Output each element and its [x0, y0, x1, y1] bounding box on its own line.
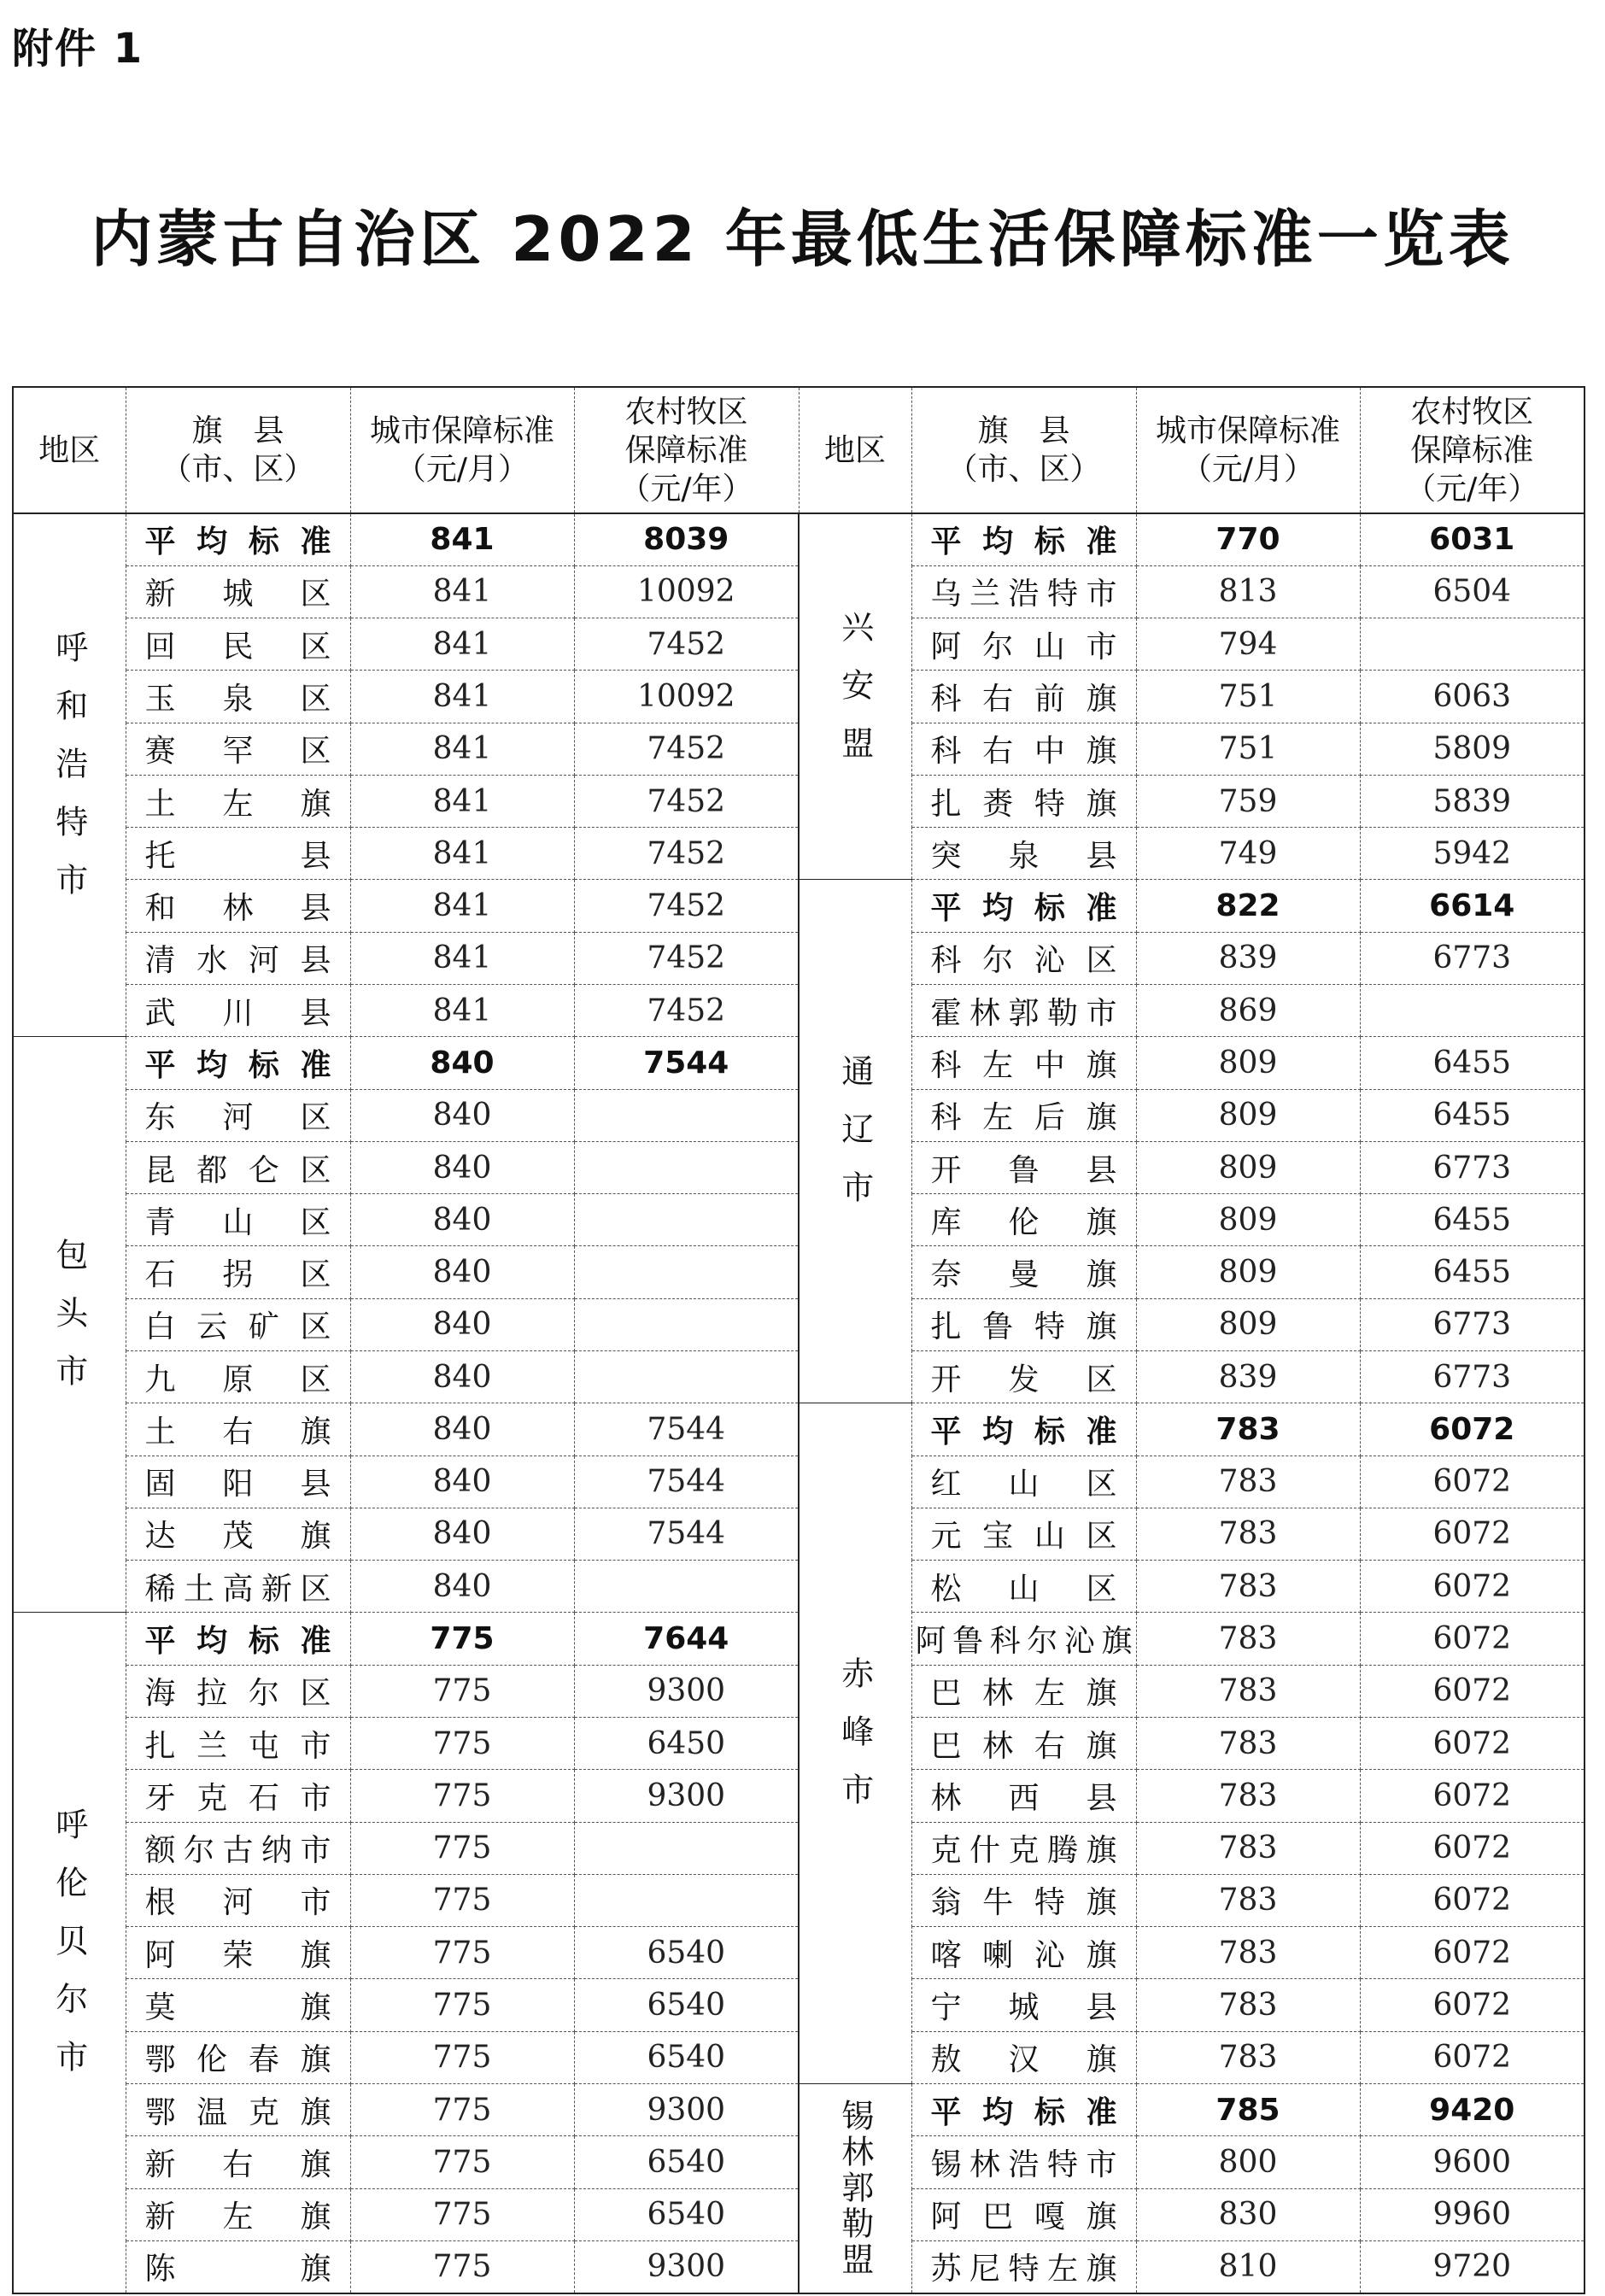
rural-standard	[574, 1561, 799, 1613]
header-county-line2: （市、区）	[946, 452, 1101, 487]
header-urban-line1: 城市保障标准	[1155, 413, 1340, 448]
urban-standard: 775	[350, 1717, 574, 1769]
rural-standard: 7544	[574, 1456, 799, 1508]
county-name: 新右旗	[126, 2136, 350, 2188]
county-name: 扎鲁特旗	[911, 1298, 1136, 1350]
urban-standard: 840	[350, 1037, 574, 1089]
table-body	[13, 387, 1584, 2293]
county-name: 莫旗	[126, 1979, 350, 2031]
header-urban-line2: （元/月）	[1180, 452, 1315, 487]
rural-standard: 6072	[1360, 1508, 1584, 1560]
header-rural-left	[574, 387, 799, 513]
header-region-right: 地区	[799, 387, 911, 513]
county-name: 科尔沁区	[911, 932, 1136, 984]
county-name: 乌兰浩特市	[911, 565, 1136, 618]
header-county-line2: （市、区）	[161, 452, 315, 487]
attachment-label: 附件 1	[12, 25, 144, 73]
rural-standard: 6072	[1360, 1874, 1584, 1926]
header-rural-right	[1360, 387, 1584, 513]
rural-standard: 6072	[1360, 1822, 1584, 1874]
urban-standard: 840	[350, 1403, 574, 1456]
rural-standard: 8039	[574, 513, 799, 565]
header-rural-line3: （元/年）	[1405, 471, 1539, 507]
urban-standard: 751	[1136, 671, 1360, 723]
table-row	[13, 2083, 1584, 2135]
rural-standard: 6072	[1360, 1403, 1584, 1456]
county-name: 达茂旗	[126, 1508, 350, 1560]
rural-standard: 6450	[574, 1717, 799, 1769]
region-cell: 通辽市	[799, 880, 911, 1403]
rural-standard	[574, 1822, 799, 1874]
urban-standard: 810	[1136, 2240, 1360, 2293]
urban-standard: 840	[350, 1141, 574, 1193]
urban-standard: 751	[1136, 723, 1360, 775]
urban-standard: 775	[350, 2136, 574, 2188]
urban-standard: 783	[1136, 1770, 1360, 1822]
county-name: 喀喇沁旗	[911, 1927, 1136, 1979]
rural-standard	[574, 1298, 799, 1350]
table-row	[13, 1403, 1584, 1456]
header-urban-line2: （元/月）	[395, 452, 530, 487]
table-row	[13, 880, 1584, 932]
region-cell: 呼伦贝尔市	[13, 1613, 126, 2293]
county-name: 奈曼旗	[911, 1246, 1136, 1298]
rural-standard: 9420	[1360, 2083, 1584, 2135]
urban-standard: 809	[1136, 1037, 1360, 1089]
county-name: 巴林左旗	[911, 1665, 1136, 1717]
county-name: 突泉县	[911, 828, 1136, 880]
county-name: 开鲁县	[911, 1141, 1136, 1193]
header-county-right	[911, 387, 1136, 513]
rural-standard: 10092	[574, 671, 799, 723]
rural-standard: 6540	[574, 1979, 799, 2031]
county-name: 翁牛特旗	[911, 1874, 1136, 1926]
urban-standard: 775	[350, 2240, 574, 2293]
urban-standard: 783	[1136, 2031, 1360, 2083]
rural-standard: 7644	[574, 1613, 799, 1665]
county-name: 托县	[126, 828, 350, 880]
urban-standard: 809	[1136, 1089, 1360, 1141]
county-name: 阿巴嘎旗	[911, 2188, 1136, 2240]
rural-standard	[1360, 618, 1584, 671]
average-label: 平均标准	[911, 2083, 1136, 2135]
county-name: 扎赉特旗	[911, 775, 1136, 827]
county-name: 回民区	[126, 618, 350, 671]
county-name: 松山区	[911, 1561, 1136, 1613]
rural-standard: 5839	[1360, 775, 1584, 827]
urban-standard: 775	[350, 1927, 574, 1979]
header-rural-line2: 保障标准	[624, 432, 748, 468]
average-label: 平均标准	[126, 1613, 350, 1665]
rural-standard: 6540	[574, 1927, 799, 1979]
county-name: 额尔古纳市	[126, 1822, 350, 1874]
county-name: 清水河县	[126, 932, 350, 984]
county-name: 玉泉区	[126, 671, 350, 723]
region-cell: 兴安盟	[799, 513, 911, 880]
county-name: 新左旗	[126, 2188, 350, 2240]
header-county-line1: 旗 县	[977, 413, 1070, 448]
rural-standard: 6072	[1360, 1456, 1584, 1508]
urban-standard: 783	[1136, 1927, 1360, 1979]
county-name: 青山区	[126, 1194, 350, 1246]
urban-standard: 840	[350, 1456, 574, 1508]
urban-standard: 783	[1136, 1822, 1360, 1874]
urban-standard: 841	[350, 723, 574, 775]
county-name: 林西县	[911, 1770, 1136, 1822]
urban-standard: 841	[350, 565, 574, 618]
urban-standard: 775	[350, 1874, 574, 1926]
urban-standard: 783	[1136, 1561, 1360, 1613]
rural-standard: 9300	[574, 2083, 799, 2135]
rural-standard: 6072	[1360, 1561, 1584, 1613]
rural-standard: 6072	[1360, 1613, 1584, 1665]
header-county-left	[126, 387, 350, 513]
header-rural-line2: 保障标准	[1410, 432, 1534, 468]
urban-standard: 783	[1136, 1456, 1360, 1508]
rural-standard: 7452	[574, 828, 799, 880]
county-name: 科左后旗	[911, 1089, 1136, 1141]
urban-standard: 775	[350, 2031, 574, 2083]
county-name: 阿荣旗	[126, 1927, 350, 1979]
county-name: 苏尼特左旗	[911, 2240, 1136, 2293]
page-title: 内蒙古自治区 2022 年最低生活保障标准一览表	[91, 203, 1514, 275]
rural-standard: 6773	[1360, 932, 1584, 984]
rural-standard: 6773	[1360, 1351, 1584, 1403]
county-name: 红山区	[911, 1456, 1136, 1508]
urban-standard: 840	[350, 1561, 574, 1613]
urban-standard: 775	[350, 1770, 574, 1822]
region-cell: 赤峰市	[799, 1403, 911, 2084]
rural-standard: 9300	[574, 1665, 799, 1717]
urban-standard: 775	[350, 1979, 574, 2031]
rural-standard	[574, 1351, 799, 1403]
standards-table	[12, 386, 1585, 2294]
rural-standard	[574, 1141, 799, 1193]
rural-standard: 6072	[1360, 2031, 1584, 2083]
rural-standard: 9300	[574, 1770, 799, 1822]
urban-standard: 809	[1136, 1194, 1360, 1246]
county-name: 土左旗	[126, 775, 350, 827]
urban-standard: 840	[350, 1298, 574, 1350]
county-name: 昆都仑区	[126, 1141, 350, 1193]
county-name: 敖汉旗	[911, 2031, 1136, 2083]
rural-standard: 6455	[1360, 1037, 1584, 1089]
urban-standard: 809	[1136, 1246, 1360, 1298]
rural-standard: 7452	[574, 723, 799, 775]
county-name: 土右旗	[126, 1403, 350, 1456]
table-row	[13, 513, 1584, 565]
urban-standard: 841	[350, 932, 574, 984]
urban-standard: 800	[1136, 2136, 1360, 2188]
rural-standard: 9720	[1360, 2240, 1584, 2293]
header-urban-right	[1136, 387, 1360, 513]
county-name: 东河区	[126, 1089, 350, 1141]
county-name: 新城区	[126, 565, 350, 618]
county-name: 牙克石市	[126, 1770, 350, 1822]
county-name: 元宝山区	[911, 1508, 1136, 1560]
urban-standard: 841	[350, 671, 574, 723]
rural-standard	[574, 1246, 799, 1298]
urban-standard: 775	[350, 2083, 574, 2135]
rural-standard: 6540	[574, 2031, 799, 2083]
urban-standard: 841	[350, 618, 574, 671]
county-name: 陈旗	[126, 2240, 350, 2293]
rural-standard: 6031	[1360, 513, 1584, 565]
county-name: 鄂温克旗	[126, 2083, 350, 2135]
county-name: 科右中旗	[911, 723, 1136, 775]
rural-standard: 9600	[1360, 2136, 1584, 2188]
county-name: 巴林右旗	[911, 1717, 1136, 1769]
header-county-line1: 旗 县	[191, 413, 284, 448]
county-name: 白云矿区	[126, 1298, 350, 1350]
urban-standard: 783	[1136, 1508, 1360, 1560]
rural-standard: 9300	[574, 2240, 799, 2293]
rural-standard: 6540	[574, 2136, 799, 2188]
county-name: 锡林浩特市	[911, 2136, 1136, 2188]
urban-standard: 869	[1136, 985, 1360, 1037]
header-region-left: 地区	[13, 387, 126, 513]
header-rural-line3: （元/年）	[619, 471, 753, 507]
county-name: 开发区	[911, 1351, 1136, 1403]
rural-standard: 6455	[1360, 1246, 1584, 1298]
rural-standard: 6773	[1360, 1141, 1584, 1193]
county-name: 固阳县	[126, 1456, 350, 1508]
urban-standard: 783	[1136, 1403, 1360, 1456]
county-name: 克什克腾旗	[911, 1822, 1136, 1874]
county-name: 武川县	[126, 985, 350, 1037]
rural-standard: 5809	[1360, 723, 1584, 775]
rural-standard: 6455	[1360, 1089, 1584, 1141]
rural-standard: 6540	[574, 2188, 799, 2240]
county-name: 库伦旗	[911, 1194, 1136, 1246]
header-rural-line1: 农村牧区	[624, 394, 748, 430]
county-name: 赛罕区	[126, 723, 350, 775]
rural-standard: 6072	[1360, 1979, 1584, 2031]
rural-standard: 6614	[1360, 880, 1584, 932]
urban-standard: 841	[350, 513, 574, 565]
urban-standard: 840	[350, 1351, 574, 1403]
urban-standard: 783	[1136, 1613, 1360, 1665]
urban-standard: 759	[1136, 775, 1360, 827]
urban-standard: 841	[350, 985, 574, 1037]
urban-standard: 783	[1136, 1874, 1360, 1926]
urban-standard: 783	[1136, 1665, 1360, 1717]
rural-standard: 6773	[1360, 1298, 1584, 1350]
rural-standard: 6455	[1360, 1194, 1584, 1246]
urban-standard: 813	[1136, 565, 1360, 618]
rural-standard: 7452	[574, 880, 799, 932]
average-label: 平均标准	[126, 1037, 350, 1089]
county-name: 石拐区	[126, 1246, 350, 1298]
county-name: 阿尔山市	[911, 618, 1136, 671]
urban-standard: 840	[350, 1508, 574, 1560]
urban-standard: 830	[1136, 2188, 1360, 2240]
county-name: 霍林郭勒市	[911, 985, 1136, 1037]
average-label: 平均标准	[126, 513, 350, 565]
rural-standard	[574, 1089, 799, 1141]
urban-standard: 770	[1136, 513, 1360, 565]
rural-standard: 10092	[574, 565, 799, 618]
rural-standard: 7544	[574, 1508, 799, 1560]
county-name: 阿鲁科尔沁旗	[911, 1613, 1136, 1665]
rural-standard: 7452	[574, 618, 799, 671]
header-urban-left	[350, 387, 574, 513]
rural-standard: 9960	[1360, 2188, 1584, 2240]
urban-standard: 839	[1136, 932, 1360, 984]
rural-standard: 6063	[1360, 671, 1584, 723]
urban-standard: 785	[1136, 2083, 1360, 2135]
urban-standard: 809	[1136, 1141, 1360, 1193]
urban-standard: 822	[1136, 880, 1360, 932]
urban-standard: 841	[350, 828, 574, 880]
rural-standard: 6072	[1360, 1717, 1584, 1769]
rural-standard: 6072	[1360, 1927, 1584, 1979]
average-label: 平均标准	[911, 1403, 1136, 1456]
average-label: 平均标准	[911, 513, 1136, 565]
urban-standard: 783	[1136, 1979, 1360, 2031]
rural-standard: 6072	[1360, 1665, 1584, 1717]
county-name: 科左中旗	[911, 1037, 1136, 1089]
urban-standard: 840	[350, 1089, 574, 1141]
header-rural-line1: 农村牧区	[1410, 394, 1534, 430]
rural-standard: 7452	[574, 775, 799, 827]
urban-standard: 840	[350, 1246, 574, 1298]
county-name: 扎兰屯市	[126, 1717, 350, 1769]
region-cell: 锡林郭勒盟	[799, 2083, 911, 2293]
rural-standard: 5942	[1360, 828, 1584, 880]
average-label: 平均标准	[911, 880, 1136, 932]
urban-standard: 783	[1136, 1717, 1360, 1769]
urban-standard: 809	[1136, 1298, 1360, 1350]
urban-standard: 749	[1136, 828, 1360, 880]
header-row	[13, 387, 1584, 513]
urban-standard: 775	[350, 1613, 574, 1665]
rural-standard	[574, 1194, 799, 1246]
county-name: 九原区	[126, 1351, 350, 1403]
urban-standard: 775	[350, 2188, 574, 2240]
urban-standard: 775	[350, 1665, 574, 1717]
region-cell: 呼和浩特市	[13, 513, 126, 1037]
county-name: 鄂伦春旗	[126, 2031, 350, 2083]
rural-standard	[574, 1874, 799, 1926]
urban-standard: 841	[350, 775, 574, 827]
rural-standard: 6072	[1360, 1770, 1584, 1822]
county-name: 科右前旗	[911, 671, 1136, 723]
urban-standard: 839	[1136, 1351, 1360, 1403]
urban-standard: 775	[350, 1822, 574, 1874]
rural-standard: 7452	[574, 932, 799, 984]
urban-standard: 841	[350, 880, 574, 932]
county-name: 宁城县	[911, 1979, 1136, 2031]
rural-standard: 7544	[574, 1403, 799, 1456]
county-name: 稀土高新区	[126, 1561, 350, 1613]
rural-standard	[1360, 985, 1584, 1037]
rural-standard: 7544	[574, 1037, 799, 1089]
county-name: 海拉尔区	[126, 1665, 350, 1717]
urban-standard: 794	[1136, 618, 1360, 671]
rural-standard: 7452	[574, 985, 799, 1037]
header-urban-line1: 城市保障标准	[369, 413, 554, 448]
county-name: 根河市	[126, 1874, 350, 1926]
region-cell: 包头市	[13, 1037, 126, 1613]
urban-standard: 840	[350, 1194, 574, 1246]
rural-standard: 6504	[1360, 565, 1584, 618]
county-name: 和林县	[126, 880, 350, 932]
